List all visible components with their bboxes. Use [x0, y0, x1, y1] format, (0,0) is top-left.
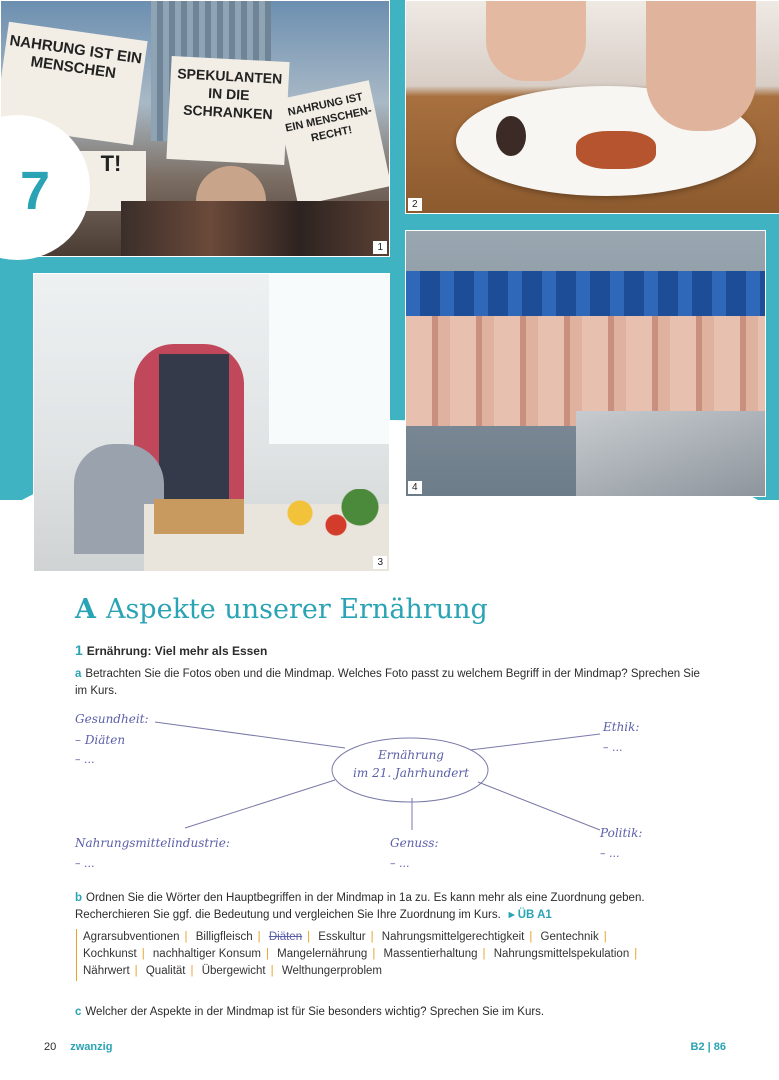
photo-2-plating	[405, 0, 779, 214]
word: Billigfleisch	[195, 931, 253, 943]
window	[269, 274, 389, 444]
exercise-ref[interactable]: ▸ ÜB A1	[508, 909, 552, 921]
separator: |	[190, 965, 194, 977]
separator: |	[372, 948, 376, 960]
mindmap-ethik: Ethik:	[603, 720, 640, 734]
task-title-text: Ernährung: Viel mehr als Essen	[86, 644, 268, 658]
word: Kochkunst	[83, 948, 137, 960]
cutting-board	[154, 499, 244, 534]
word-struck: Diäten	[268, 931, 303, 943]
mindmap-dots-5: – ...	[600, 847, 620, 860]
separator: |	[307, 931, 311, 943]
garnish	[496, 116, 526, 156]
photo-number-1: 1	[373, 241, 387, 254]
separator: |	[257, 931, 261, 943]
chef-hand-left	[486, 1, 586, 81]
separator: |	[134, 965, 138, 977]
task-b-letter: b	[75, 892, 83, 904]
word: Massentierhaltung	[383, 948, 478, 960]
apron	[159, 354, 229, 514]
mindmap-dots-1: – ...	[75, 753, 95, 766]
protest-sign-1: NAHRUNG IST EIN MENSCHEN	[0, 22, 148, 145]
word: Nahrungsmittelspekulation	[493, 948, 630, 960]
task-c-letter: c	[75, 1006, 82, 1018]
chef-hand-right	[646, 1, 756, 131]
separator: |	[184, 931, 188, 943]
mindmap-genuss: Genuss:	[390, 836, 439, 850]
separator: |	[529, 931, 533, 943]
protest-sign-3: NAHRUNG IST EIN MENSCHEN- RECHT!	[276, 80, 390, 205]
crowd	[121, 201, 389, 256]
photo-3-kitchen	[33, 273, 390, 572]
mindmap-center-line1: Ernährung	[378, 748, 444, 762]
task-number: 1	[75, 642, 83, 658]
hanging-chickens	[406, 316, 765, 426]
food-on-plate	[576, 131, 656, 169]
protest-sign-2: SPEKULANTEN IN DIE SCHRANKEN	[166, 56, 289, 165]
separator: |	[482, 948, 486, 960]
mindmap-dots-4: – ...	[390, 857, 410, 870]
chapter-number: 7	[20, 161, 51, 221]
mindmap-politik: Politik:	[600, 826, 643, 840]
separator: |	[603, 931, 607, 943]
conveyor-hooks	[406, 271, 765, 321]
mindmap-nahrungsmittelindustrie: Nahrungsmittelindustrie:	[75, 836, 230, 850]
word: Mangelernährung	[277, 948, 368, 960]
mindmap-center-line2: im 21. Jahrhundert	[353, 766, 469, 780]
machinery	[576, 411, 765, 496]
page-number: 20	[44, 1041, 57, 1053]
word: nachhaltiger Konsum	[152, 948, 261, 960]
word: Esskultur	[318, 931, 366, 943]
mindmap-dots-3: – ...	[75, 857, 95, 870]
vegetables	[264, 489, 384, 549]
task-b	[75, 890, 715, 924]
task-a	[75, 666, 715, 700]
task-c	[75, 1004, 715, 1021]
separator: |	[141, 948, 145, 960]
word: Qualität	[145, 965, 186, 977]
task-c-text: Welcher der Aspekte in der Mindmap ist für Sie besonders wichtig? Sprechen Sie im Kurs.	[85, 1006, 545, 1018]
separator: |	[370, 931, 374, 943]
mindmap-gesundheit: Gesundheit:	[75, 712, 149, 726]
word-box	[76, 929, 718, 981]
section-title-text: Aspekte unserer Ernährung	[105, 594, 488, 625]
photo-number-4: 4	[408, 481, 422, 494]
word: Agrarsubventionen	[83, 931, 180, 943]
word: Nahrungsmittelgerechtigkeit	[381, 931, 525, 943]
photo-number-3: 3	[373, 556, 387, 569]
task-a-text: Betrachten Sie die Fotos oben und die Mindmap. Welches Foto passt zu welchem Begriff in der Mindmap? Sprechen Sie im Kurs.	[75, 668, 700, 697]
separator: |	[270, 965, 274, 977]
mindmap-diaeten: – Diäten	[75, 733, 126, 747]
separator: |	[634, 948, 638, 960]
word: Nährwert	[83, 965, 130, 977]
task-a-letter: a	[75, 668, 82, 680]
section-letter: A	[75, 594, 96, 625]
footer-left	[44, 1041, 112, 1053]
footer-right: B2 | 86	[690, 1041, 726, 1053]
word: Übergewicht	[201, 965, 266, 977]
task-b-text: Ordnen Sie die Wörter den Hauptbegriffen in der Mindmap in 1a zu. Es kann mehr als eine Zuordnung geben. Recherchieren Sie ggf. die Bedeutung und vergleichen Sie Ihre Zuordnung im Kurs.	[75, 892, 645, 921]
photo-number-2: 2	[408, 198, 422, 211]
protest-sign-4: T!	[76, 151, 146, 211]
page-word: zwanzig	[70, 1041, 113, 1053]
mindmap-lines	[0, 700, 779, 880]
word: Gentechnik	[540, 931, 599, 943]
photo-4-poultry-factory	[405, 230, 766, 497]
task-1-title	[75, 642, 267, 658]
word: Welthungerproblem	[281, 965, 382, 977]
separator: |	[265, 948, 269, 960]
mindmap-dots-2: – ...	[603, 741, 623, 754]
section-title	[75, 594, 488, 625]
